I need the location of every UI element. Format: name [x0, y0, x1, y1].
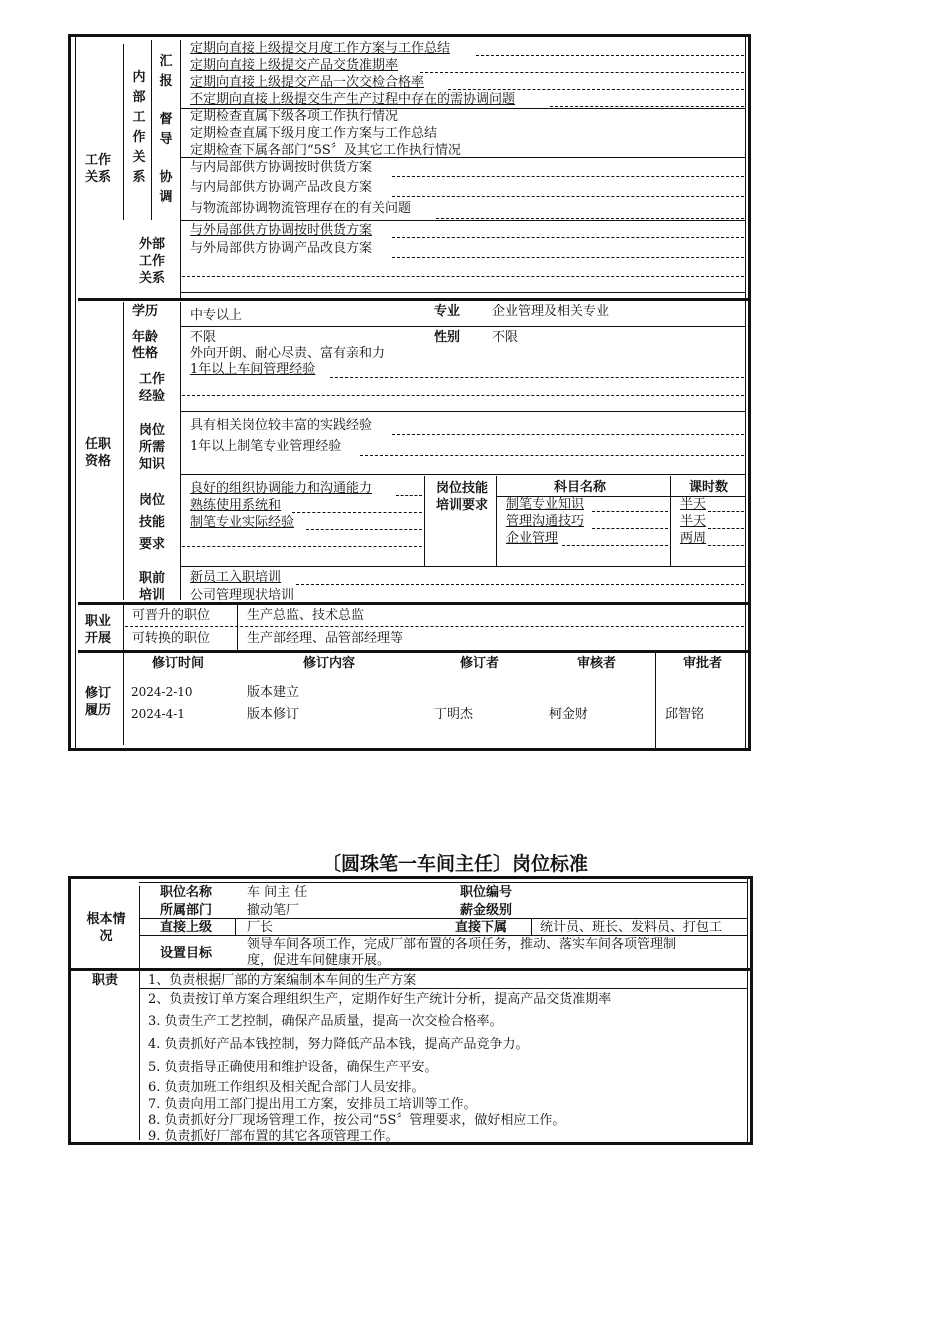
preservice-label: 职前培训: [138, 571, 165, 603]
knowledge-item: 1年以上制笔专业管理经验: [190, 439, 342, 454]
supervise-item: 定期检查直属下级各项工作执行情况: [190, 109, 399, 124]
position-name-label: 职位名称: [160, 885, 213, 900]
age-value: 不限: [190, 330, 217, 345]
training-hours: 半天: [680, 514, 707, 529]
external-item: 与外局部供方协调按时供货方案: [190, 223, 373, 238]
promote-label: 可晋升的职位: [132, 608, 211, 623]
education-label: 学历: [132, 304, 159, 319]
report-item: 定期向直接上级提交月度工作方案与工作总结: [190, 41, 451, 56]
career-label: 职业开展: [84, 614, 111, 646]
revision-approver: 邱智铭: [665, 707, 705, 722]
goal-value: 领导车间各项工作，完成厂部布置的各项任务，推动、落实车间各项管理制: [247, 937, 677, 952]
training-req-label: 岗位技能培训要求: [436, 481, 489, 513]
skills-item: 熟练使用系统和: [190, 498, 282, 513]
training-subject: 管理沟通技巧: [506, 514, 585, 529]
gender-label: 性别: [434, 330, 461, 345]
duty-item: 5. 负责指导正确使用和维护设备，确保生产平安。: [148, 1060, 438, 1075]
supervise-item: 定期检查直属下级月度工作方案与工作总结: [190, 126, 438, 141]
skills-label: 岗位技能要求: [138, 493, 165, 552]
transfer-value: 生产部经理、品管部经理等: [247, 631, 404, 646]
subordinate-value: 统计员、班长、发料员、打包工: [540, 920, 723, 935]
skills-item: 制笔专业实际经验: [190, 515, 295, 530]
experience-value: 1年以上车间管理经验: [190, 362, 316, 377]
revision-content: 版本建立: [247, 685, 300, 700]
age-label: 年龄: [132, 330, 159, 345]
knowledge-label: 岗位所需知识: [138, 423, 165, 472]
revision-header: 修订时间: [152, 656, 205, 671]
subject-header: 科目名称: [554, 480, 607, 495]
revision-header: 审批者: [683, 656, 723, 671]
duty-item: 2、负责按订单方案合理组织生产，定期作好生产统计分析，提高产品交货准期率: [148, 992, 612, 1007]
goal-value: 度，促进车间健康开展。: [247, 953, 391, 968]
report-item: 定期向直接上级提交产品一次交检合格率: [190, 75, 425, 90]
external-item: 与外局部供方协调产品改良方案: [190, 241, 373, 256]
basic-info-label: 根本情况: [86, 912, 126, 944]
qualifications-label: 任职资格: [84, 437, 111, 469]
major-label: 专业: [434, 304, 461, 319]
revision-label: 修订履历: [84, 686, 111, 718]
duties-label: 职责: [92, 973, 119, 988]
personality-label: 性格: [132, 346, 159, 361]
goal-label: 设置目标: [160, 946, 213, 961]
revision-reviewer: 柯金财: [549, 707, 589, 722]
report-item: 不定期向直接上级提交生产生产过程中存在的需协调问题: [190, 92, 516, 107]
coordinate-label: 协调: [159, 170, 173, 205]
external-relations-label: 外部工作关系: [138, 237, 165, 286]
skills-item: 良好的组织协调能力和沟通能力: [190, 481, 373, 496]
supervise-label: 督导: [159, 112, 173, 147]
duty-item: 6. 负责加班工作组织及相关配合部门人员安排。: [148, 1080, 425, 1095]
training-subject: 企业管理: [506, 531, 559, 546]
training-hours: 半天: [680, 497, 707, 512]
duty-item: 3. 负责生产工艺控制，确保产品质量，提高一次交检合格率。: [148, 1014, 503, 1029]
revision-date: 2024-4-1: [131, 707, 185, 721]
coordinate-item: 与内局部供方协调按时供货方案: [190, 160, 373, 175]
duty-item: 8. 负责抓好分厂现场管理工作，按公司“5S〞管理要求，做好相应工作。: [148, 1113, 566, 1128]
transfer-label: 可转换的职位: [132, 631, 211, 646]
position-name-value: 车 间主 任: [247, 885, 308, 900]
revision-reviser: 丁明杰: [434, 707, 474, 722]
subordinate-label: 直接下属: [455, 920, 508, 935]
duty-item: 1、负责根据厂部的方案编制本车间的生产方案: [148, 973, 417, 988]
preservice-item: 新员工入职培训: [190, 570, 282, 585]
experience-label: 工作经验: [138, 372, 165, 404]
duty-item: 4. 负责抓好产品本钱控制，努力降低产品本钱，提高产品竞争力。: [148, 1037, 529, 1052]
education-value: 中专以上: [190, 308, 243, 323]
training-subject: 制笔专业知识: [506, 497, 585, 512]
revision-header: 修订者: [460, 656, 500, 671]
coordinate-item: 与内局部供方协调产品改良方案: [190, 180, 373, 195]
coordinate-item: 与物流部协调物流管理存在的有关问题: [190, 201, 412, 216]
major-value: 企业管理及相关专业: [492, 304, 610, 319]
document-title: 〔圆珠笔一车间主任〕岗位标准: [322, 853, 589, 875]
duty-item: 7. 负责向用工部门提出用工方案，安排员工培训等工作。: [148, 1097, 477, 1112]
work-relations-label: 工作关系: [84, 153, 111, 185]
hours-header: 课时数: [689, 480, 729, 495]
promote-value: 生产总监、技术总监: [247, 608, 365, 623]
revision-header: 审核者: [577, 656, 617, 671]
superior-value: 厂长: [247, 920, 274, 935]
department-label: 所属部门: [160, 903, 213, 918]
department-value: 撤动笔厂: [247, 903, 300, 918]
training-hours: 两周: [680, 531, 707, 546]
gender-value: 不限: [492, 330, 519, 345]
preservice-item: 公司管理现状培训: [190, 588, 295, 603]
revision-date: 2024-2-10: [131, 685, 193, 699]
report-item: 定期向直接上级提交产品交货准期率: [190, 58, 399, 73]
supervise-item: 定期检查下属各部门“5S〞及其它工作执行情况: [190, 143, 461, 158]
position-no-label: 职位编号: [460, 885, 513, 900]
superior-label: 直接上级: [160, 920, 213, 935]
personality-value: 外向开朗、耐心尽责、富有亲和力: [190, 346, 386, 361]
revision-header: 修订内容: [303, 656, 356, 671]
internal-relations-label: 内部工作关系: [132, 70, 146, 185]
salary-label: 薪金级别: [460, 903, 513, 918]
duty-item: 9. 负责抓好厂部布置的其它各项管理工作。: [148, 1129, 399, 1144]
knowledge-item: 具有相关岗位较丰富的实践经验: [190, 418, 373, 433]
revision-content: 版本修订: [247, 707, 300, 722]
report-label: 汇报: [159, 54, 173, 89]
